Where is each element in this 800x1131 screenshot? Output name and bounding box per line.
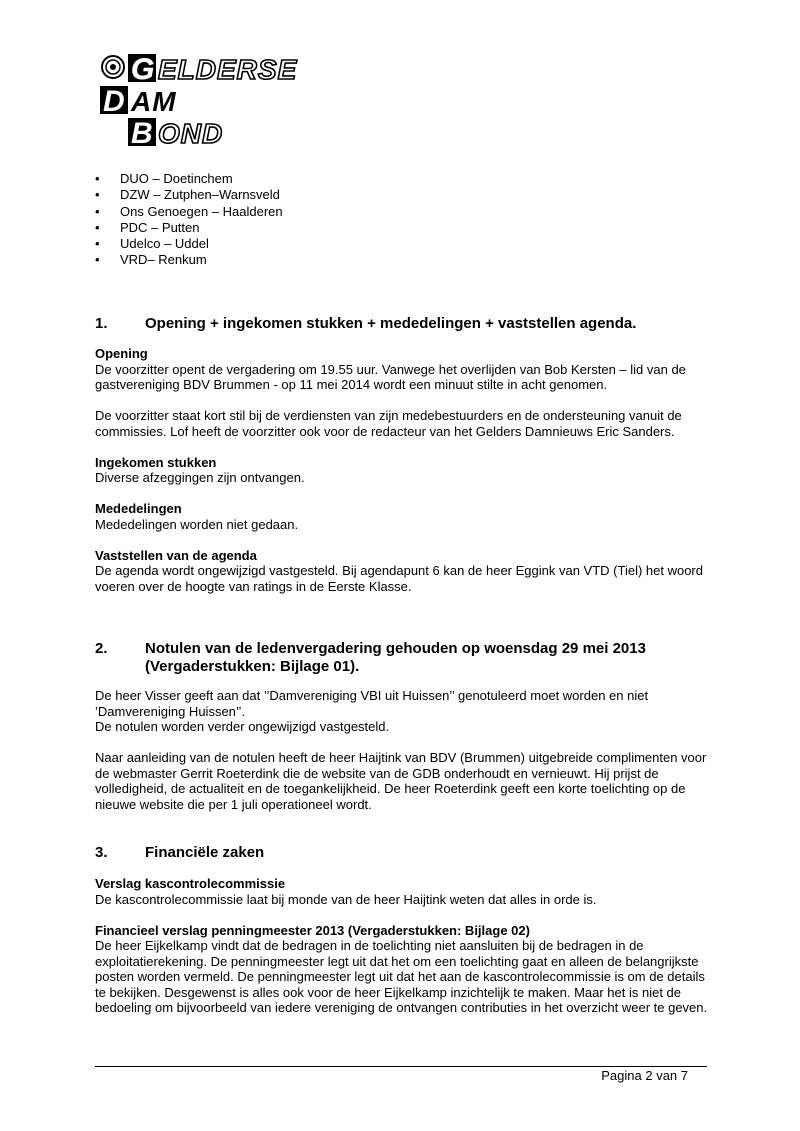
subheading-agenda: Vaststellen van de agenda [95,547,257,563]
paragraph: De notulen worden verder ongewijzigd vastgesteld. [95,719,390,734]
section-number: 1. [95,315,108,332]
list-item: • PDC – Putten [95,220,283,236]
svg-text:D: D [103,85,125,118]
section-number: 2. [95,640,108,657]
subheading-opening: Opening [95,346,148,361]
section-2-body [95,688,710,812]
club-list [95,171,283,269]
svg-text:ELDERSE: ELDERSE [158,54,298,85]
subheading-financieel: Financieel verslag penningmeester 2013 (Vergaderstukken: Bijlage 02) [95,922,530,938]
svg-text:B: B [131,117,153,150]
svg-text:G: G [131,53,155,86]
gdb-logo [100,50,345,150]
paragraph: De heer Visser geeft aan dat ’’Damvereniging VBI uit Huissen’’ genotuleerd moet worden en niet ’Damvereniging Huissen’’. [95,688,649,719]
section-title: Notulen van de ledenvergadering gehouden op woensdag 29 mei 2013 (Vergaderstukken: Bijlage 01). [145,640,646,675]
paragraph: De agenda wordt ongewijzigd vastgesteld. Bij agendapunt 6 kan de heer Eggink van VTD (Tiel) het woord voeren over de hoogte van ratings in de Eerste Klasse. [95,563,703,594]
paragraph: Diverse afzeggingen zijn ontvangen. [95,470,305,485]
footer-divider [95,1066,707,1067]
subheading-kascontrole: Verslag kascontrolecommissie [95,876,286,891]
section-title: Opening + ingekomen stukken + mededelingen + vaststellen agenda. [145,315,637,332]
svg-text:AM: AM [131,86,177,117]
section-number: 3. [95,844,108,861]
paragraph: Naar aanleiding van de notulen heeft de heer Haijtink van BDV (Brummen) uitgebreide complimenten voor de webmaster Gerrit Roeterdink die de website van de GDB onderhoudt en vernieuwt. Hij prijst de volledigheid, de actualiteit en de toegankelijkheid. De heer Roeterdink geeft een korte toelichting op de nieuwe website die per 1 juli operationeel wordt. [95,750,707,812]
svg-text:OND: OND [158,118,224,149]
paragraph: De voorzitter opent de vergadering om 19.55 uur. Vanwege het overlijden van Bob Kersten – lid van de gastvereniging BDV Brummen - op 11 mei 2014 wordt een minuut stilte in acht genomen. [95,361,686,392]
list-item: • Ons Genoegen – Haalderen [95,204,283,220]
list-item: • VRD– Renkum [95,252,283,268]
subheading-ingekomen: Ingekomen stukken [95,454,217,470]
section-3-body [95,876,710,1016]
paragraph: De heer Eijkelkamp vindt dat de bedragen in de toelichting niet aansluiten bij de bedragen in de exploitatierekening. De penningmeester legt uit dat het om een toelichting gaat en alleen de belangrijkste posten worden vermeld. De penningmeester legt uit dat het aan de kascontrolecommissie is om de details te bekijken. Desgewenst is alles ook voor de heer Eijkelkamp inzichtelijk te maken. Maar het is niet de bedoeling om bijvoorbeeld van iedere vereniging de ontvangen contributies in het overzicht weer te geven. [95,938,708,1015]
subheading-mededelingen: Mededelingen [95,501,182,516]
paragraph: De kascontrolecommissie laat bij monde van de heer Haijtink weten dat alles in orde is. [95,891,597,907]
list-item: • Udelco – Uddel [95,236,283,252]
section-title: Financiële zaken [145,844,265,861]
page-number: Pagina 2 van 7 [601,1068,688,1083]
list-item: • DZW – Zutphen–Warnsveld [95,187,283,203]
list-item: • DUO – Doetinchem [95,171,283,187]
paragraph: De voorzitter staat kort stil bij de verdiensten van zijn medebestuurders en de ondersteuning vanuit de commissies. Lof heeft de voorzitter ook voor de redacteur van het Gelders Damnieuws Eric Sanders. [95,408,682,439]
section-1-body [95,346,710,594]
paragraph: Mededelingen worden niet gedaan. [95,516,299,532]
